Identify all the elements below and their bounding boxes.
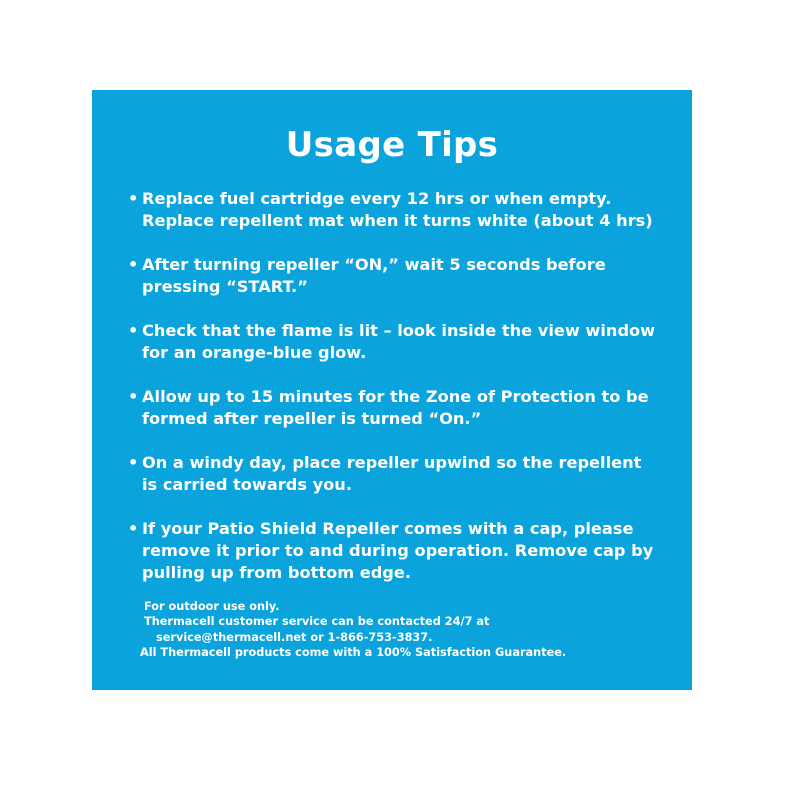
footer-contact: service@thermacell.net or 1-866-753-3837. <box>156 630 433 644</box>
bullet-icon: • <box>128 519 139 538</box>
usage-tips-panel <box>92 90 692 690</box>
page-title: Usage Tips <box>285 125 499 165</box>
tip-item-flame-check <box>128 320 688 364</box>
tip-line: pressing “START.” <box>142 277 308 296</box>
tip-line: On a windy day, place repeller upwind so the repellent <box>142 453 642 472</box>
tip-item-zone-of-protection <box>128 386 688 430</box>
footer-customer-service: Thermacell customer service can be contacted 24/7 at <box>144 615 490 629</box>
tip-line: remove it prior to and during operation. Remove cap by <box>142 541 654 560</box>
tip-line: Allow up to 15 minutes for the Zone of Protection to be <box>142 387 649 406</box>
footer-guarantee: All Thermacell products come with a 100% Satisfaction Guarantee. <box>140 645 567 659</box>
bullet-icon: • <box>128 387 139 406</box>
footer-outdoor-use: For outdoor use only. <box>144 600 280 613</box>
bullet-icon: • <box>128 189 139 208</box>
tip-item-remove-cap <box>128 518 688 584</box>
tip-line: After turning repeller “ON,” wait 5 seconds before <box>142 255 606 274</box>
tip-line: formed after repeller is turned “On.” <box>142 409 482 428</box>
tip-item-fuel-cartridge <box>128 188 688 232</box>
tip-line: Replace repellent mat when it turns white (about 4 hrs) <box>142 211 653 230</box>
bullet-icon: • <box>128 321 139 340</box>
tip-line: Replace fuel cartridge every 12 hrs or when empty. <box>142 189 612 208</box>
footer-notice <box>140 599 567 660</box>
tips-list <box>128 188 688 606</box>
bullet-icon: • <box>128 453 139 472</box>
tip-line: for an orange-blue glow. <box>142 343 367 362</box>
tip-item-wait-before-start <box>128 254 688 298</box>
tip-item-windy-day <box>128 452 688 496</box>
tip-line: Check that the flame is lit – look inside the view window <box>142 321 656 340</box>
tip-line: is carried towards you. <box>142 475 352 494</box>
bullet-icon: • <box>128 255 139 274</box>
tip-line: If your Patio Shield Repeller comes with a cap, please <box>142 519 634 538</box>
tip-line: pulling up from bottom edge. <box>142 563 411 582</box>
